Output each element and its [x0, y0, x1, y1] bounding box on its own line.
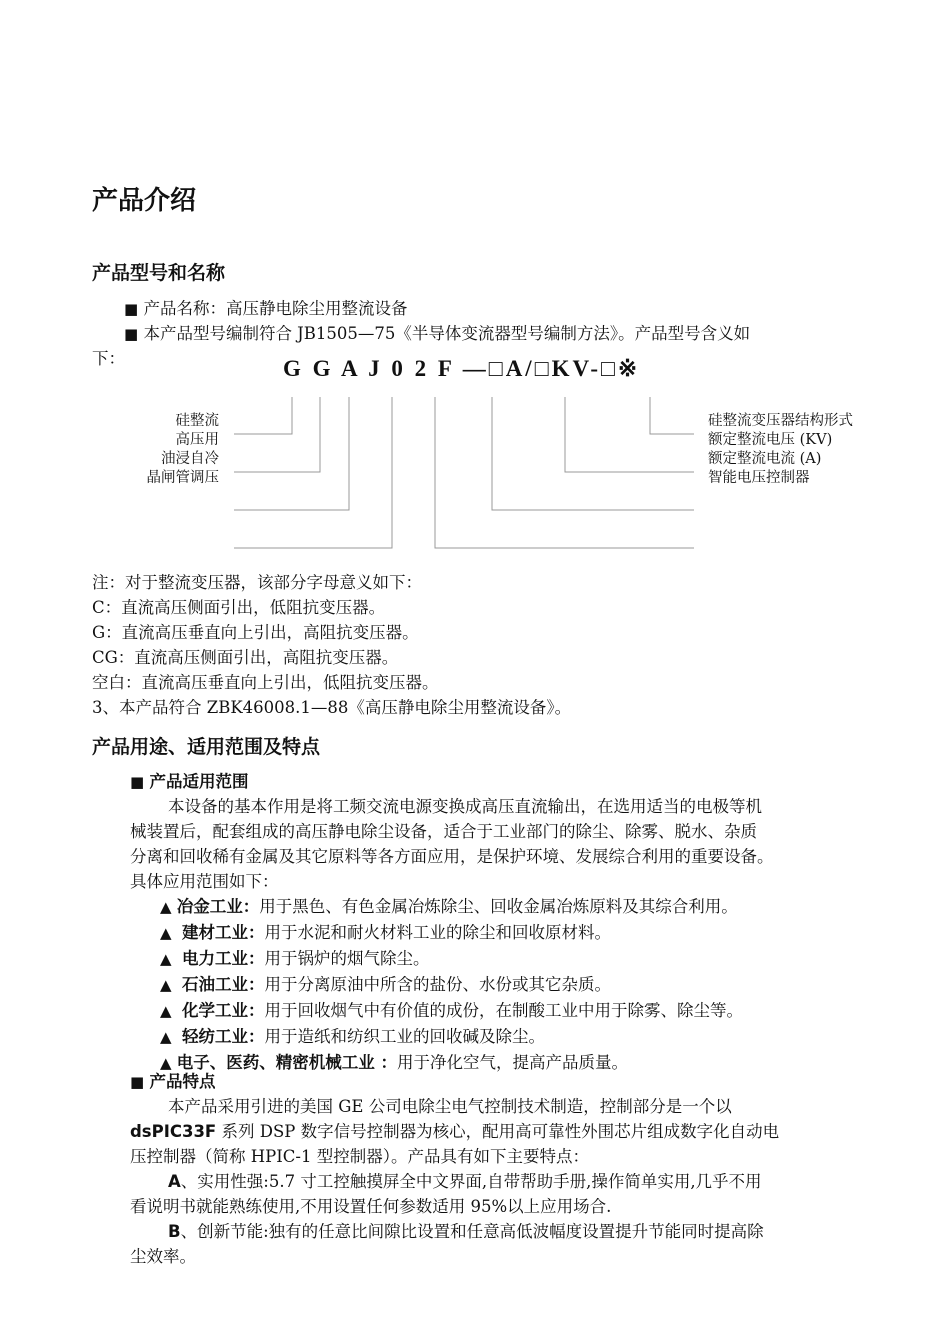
- product-name-text: 产品名称：高压静电除尘用整流设备: [143, 299, 408, 318]
- list-item: ▲ 石油工业：用于分离原油中所含的盐份、水份或其它杂质。: [160, 975, 612, 994]
- label-rated-current: 额定整流电流 (A): [708, 451, 822, 467]
- bullet-square: ■: [130, 773, 145, 791]
- label-silicon-rectifier: 硅整流: [175, 413, 219, 429]
- section-heading-usage: 产品用途、适用范围及特点: [92, 736, 321, 758]
- note-line: 注：对于整流变压器，该部分字母意义如下：: [92, 573, 422, 592]
- notes-block: [92, 570, 571, 720]
- note-line: G：直流高压垂直向上引出，高阻抗变压器。: [92, 623, 419, 642]
- bullet-square: ■: [124, 325, 139, 343]
- bullet-square: ■: [124, 300, 139, 318]
- feature-a-line-cont: 看说明书就能熟练使用,不用设置任何参数适用 95%以上应用场合.: [130, 1197, 612, 1216]
- section-heading-model: 产品型号和名称: [92, 262, 226, 284]
- triangle-icon: ▲: [160, 924, 172, 942]
- triangle-icon: ▲: [160, 898, 172, 916]
- label-oil-cooled: 油浸自冷: [161, 451, 219, 467]
- list-item: ▲ 化学工业：用于回收烟气中有价值的成份，在制酸工业中用于除雾、除尘等。: [160, 1001, 744, 1020]
- list-item: ▲ 建材工业：用于水泥和耐火材料工业的除尘和回收原材料。: [160, 923, 612, 942]
- features-para-line: 压控制器（简称 HPIC-1 型控制器）。产品具有如下主要特点：: [130, 1147, 589, 1166]
- model-code: G G A J 0 2 F —□A/□KV-□※: [283, 356, 641, 381]
- feature-b-line: B、创新节能:独有的任意比间隙比设置和任意高低波幅度设置提升节能同时提高除: [168, 1222, 764, 1241]
- scope-para-line: 具体应用范围如下：: [130, 872, 279, 891]
- note-line: C：直流高压侧面引出，低阻抗变压器。: [92, 598, 386, 617]
- label-high-voltage: 高压用: [175, 432, 219, 448]
- list-item: ▲ 轻纺工业：用于造纸和纺织工业的回收碱及除尘。: [160, 1027, 546, 1046]
- list-item: ▲ 冶金工业：用于黑色、有色金属冶炼除尘、回收金属冶炼原料及其综合利用。: [160, 897, 738, 916]
- feature-a-key: A: [168, 1172, 181, 1191]
- features-para-line: 本产品采用引进的美国 GE 公司电除尘电气控制技术制造，控制部分是一个以: [168, 1097, 732, 1116]
- triangle-icon: ▲: [160, 976, 172, 994]
- scope-heading-text: 产品适用范围: [149, 772, 249, 791]
- triangle-icon: ▲: [160, 1002, 172, 1020]
- scope-para-line: 本设备的基本作用是将工频交流电源变换成高压直流输出，在选用适当的电极等机: [168, 797, 762, 816]
- label-smart-controller: 智能电压控制器: [708, 470, 810, 486]
- triangle-icon: ▲: [160, 1028, 172, 1046]
- app-list: [160, 894, 743, 1076]
- standard-text: 本产品型号编制符合 JB1505—75《半导体变流器型号编制方法》。产品型号含义如: [143, 324, 751, 343]
- note-line: CG：直流高压侧面引出，高阻抗变压器。: [92, 648, 399, 667]
- list-item: ▲ 电力工业：用于锅炉的烟气除尘。: [160, 949, 430, 968]
- feature-b-line-cont: 尘效率。: [130, 1247, 196, 1266]
- note-line: 3、本产品符合 ZBK46008.1—88《高压静电除尘用整流设备》。: [92, 698, 572, 717]
- label-rated-voltage: 额定整流电压 (KV): [708, 432, 833, 448]
- feature-b-key: B: [168, 1222, 181, 1241]
- dspic-model: dsPIC33F: [130, 1122, 217, 1141]
- features-heading: [130, 1069, 215, 1095]
- note-line: 空白：直流高压垂直向上引出，低阻抗变压器。: [92, 673, 439, 692]
- right-labels: [708, 412, 853, 488]
- label-structure-form: 硅整流变压器结构形式: [708, 413, 853, 429]
- features-heading-text: 产品特点: [149, 1072, 216, 1091]
- scope-para-line: 械装置后，配套组成的高压静电除尘设备，适合于工业部门的除尘、除雾、脱水、杂质: [130, 822, 757, 841]
- bullet-square: ■: [130, 1073, 145, 1091]
- standard-line-cont: 下：: [92, 349, 125, 368]
- feature-a-line: A、实用性强:5.7 寸工控触摸屏全中文界面,自带帮助手册,操作简单实用,几乎不用: [168, 1172, 762, 1191]
- triangle-icon: ▲: [160, 950, 172, 968]
- scope-para-line: 分离和回收稀有金属及其它原料等各方面应用，是保护环境、发展综合利用的重要设备。: [130, 847, 774, 866]
- page-title: 产品介绍: [92, 186, 197, 216]
- label-thyristor: 晶闸管调压: [146, 470, 219, 486]
- left-labels: [147, 412, 220, 488]
- list-item: ▲ 电子、医药、精密机械工业 ：用于净化空气，提高产品质量。: [160, 1053, 629, 1072]
- triangle-icon: ▲: [160, 1054, 172, 1072]
- scope-heading: [130, 769, 248, 795]
- features-para-line: dsPIC33F 系列 DSP 数字信号控制器为核心，配用高可靠性外围芯片组成数字化自动电: [130, 1122, 780, 1141]
